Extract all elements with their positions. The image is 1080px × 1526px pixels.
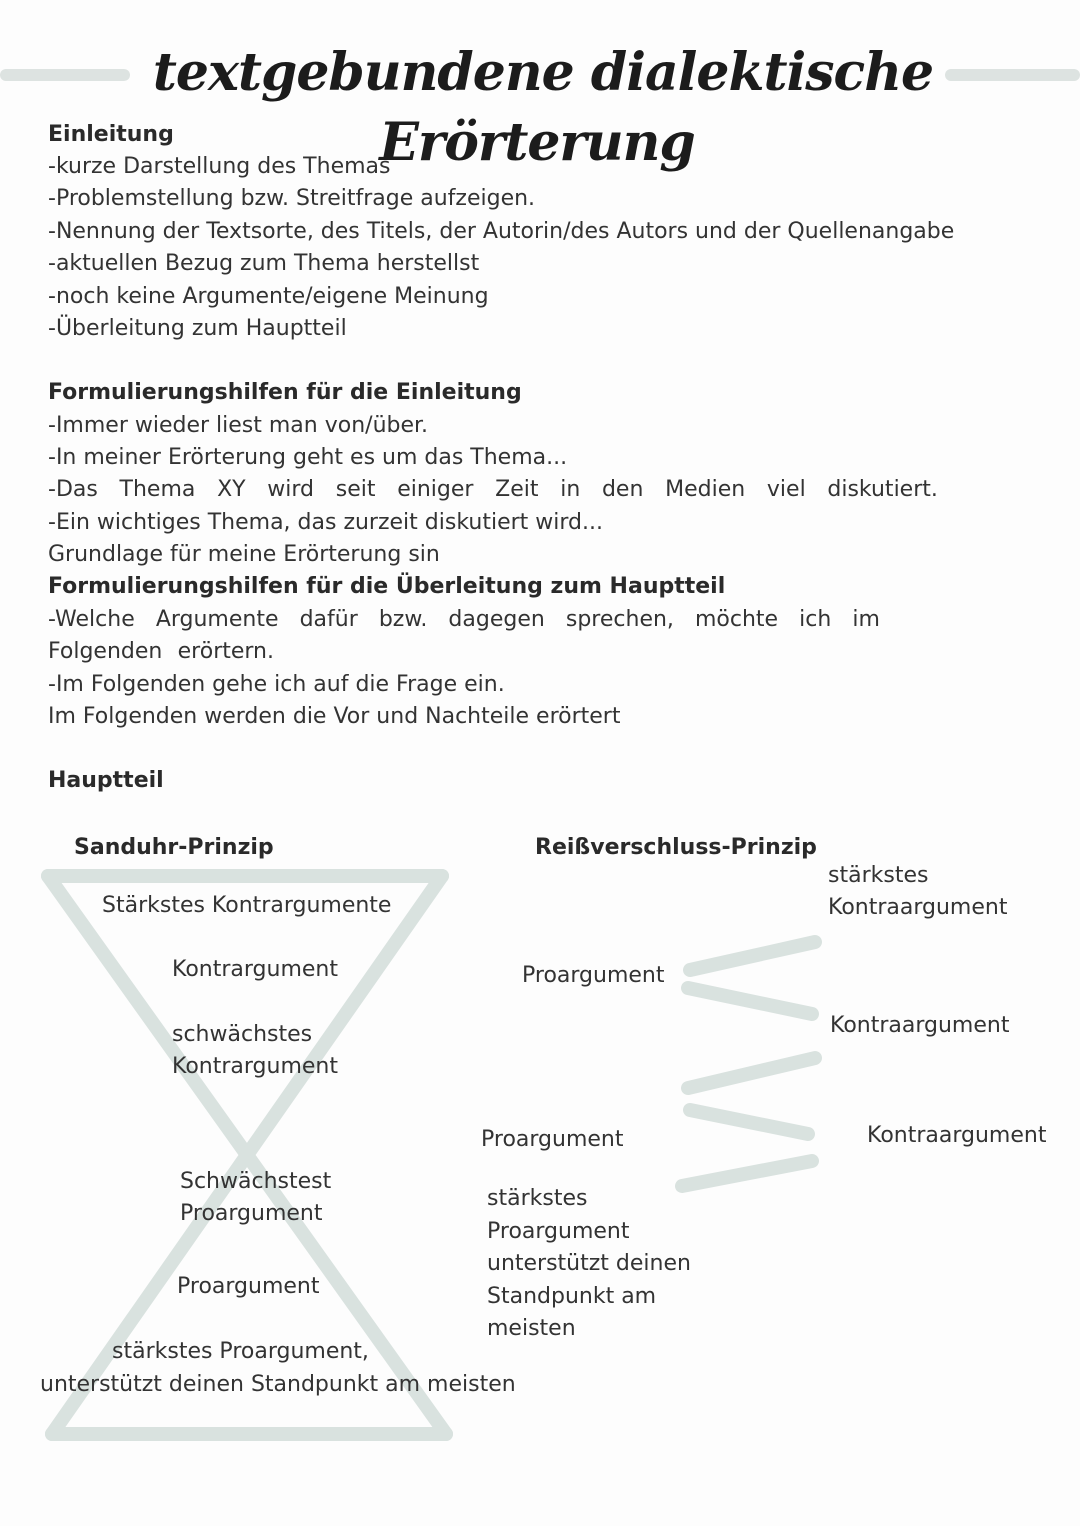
word: XY <box>217 477 246 502</box>
word: viel <box>766 477 806 502</box>
list-item: -Problemstellung bzw. Streitfrage aufzeigen. <box>48 186 536 211</box>
list-item: Im Folgenden werden die Vor und Nachteile erörtert <box>48 704 621 729</box>
sanduhr-heading: Sanduhr-Prinzip <box>74 835 274 860</box>
word: einiger <box>397 477 474 502</box>
word: Folgenden <box>48 639 163 664</box>
word: den <box>601 477 644 502</box>
zipper-label-staerkstes-pro-3: unterstützt deinen <box>487 1251 691 1276</box>
list-item: -Ein wichtiges Thema, das zurzeit diskutiert wird... <box>48 510 603 535</box>
zipper-stroke <box>690 942 815 970</box>
word: Thema <box>119 477 196 502</box>
word: möchte <box>695 607 779 632</box>
zipper-label-staerkstes-pro-2: Proargument <box>487 1219 630 1244</box>
word: in <box>560 477 581 502</box>
word: Zeit <box>495 477 539 502</box>
sanduhr-label-schwaechstes-kontra-2: Kontrargument <box>172 1054 338 1079</box>
section-heading-hauptteil: Hauptteil <box>48 768 164 793</box>
zipper-stroke <box>682 1161 812 1186</box>
word: seit <box>335 477 376 502</box>
list-item: -Immer wieder liest man von/über. <box>48 413 429 438</box>
list-item: -kurze Darstellung des Themas <box>48 154 391 179</box>
zipper-label-pro-2: Proargument <box>481 1127 624 1152</box>
page-title: textgebundene dialektische Erörterung <box>0 38 1080 178</box>
zipper-label-staerkstes-pro-5: meisten <box>487 1316 576 1341</box>
list-item: -Überleitung zum Hauptteil <box>48 316 347 341</box>
list-item: -In meiner Erörterung geht es um das Thema... <box>48 445 568 470</box>
list-item: -Nennung der Textsorte, des Titels, der Autorin/des Autors und der Quellenangabe <box>48 219 955 244</box>
sanduhr-label-staerkstes-pro-1: stärkstes Proargument, <box>112 1339 369 1364</box>
reissverschluss-heading: Reißverschluss-Prinzip <box>535 835 817 860</box>
word: -Das <box>48 477 98 502</box>
word: erörtern. <box>177 639 274 664</box>
section-heading-einleitung: Einleitung <box>48 122 174 147</box>
sanduhr-label-staerkstes-kontra: Stärkstes Kontrargumente <box>102 893 392 918</box>
zipper-stroke <box>688 1058 815 1088</box>
word: im <box>852 607 880 632</box>
word: Argumente <box>155 607 279 632</box>
zipper-label-staerkstes-kontra-2: Kontraargument <box>828 895 1008 920</box>
sanduhr-label-staerkstes-pro-2: unterstützt deinen Standpunkt am meisten <box>40 1372 516 1397</box>
zipper-label-kontra-2: Kontraargument <box>830 1013 1010 1038</box>
word: -Welche <box>48 607 135 632</box>
sanduhr-label-schwaechstes-pro-2: Proargument <box>180 1201 323 1226</box>
word: sprechen, <box>565 607 674 632</box>
word: wird <box>267 477 315 502</box>
word: dagegen <box>448 607 545 632</box>
list-item: -aktuellen Bezug zum Thema herstellst <box>48 251 480 276</box>
section-heading-formulierung-ueberleitung: Formulierungshilfen für die Überleitung zum Hauptteil <box>48 574 726 599</box>
zipper-stroke <box>690 1110 808 1134</box>
zipper-stroke <box>688 988 812 1014</box>
word: dafür <box>299 607 358 632</box>
zipper-label-kontra-3: Kontraargument <box>867 1123 1047 1148</box>
word: ich <box>799 607 832 632</box>
zipper-label-staerkstes-kontra-1: stärkstes <box>828 863 929 888</box>
word: bzw. <box>378 607 428 632</box>
word: diskutiert. <box>827 477 938 502</box>
sanduhr-label-schwaechstes-pro-1: Schwächstest <box>180 1169 332 1194</box>
zipper-label-pro-1: Proargument <box>522 963 665 988</box>
list-item: -noch keine Argumente/eigene Meinung <box>48 284 489 309</box>
sanduhr-label-pro: Proargument <box>177 1274 320 1299</box>
list-item: Grundlage für meine Erörterung sin <box>48 542 440 567</box>
zipper-label-staerkstes-pro-1: stärkstes <box>487 1186 588 1211</box>
sanduhr-label-kontra: Kontrargument <box>172 957 338 982</box>
section-heading-formulierung-einleitung: Formulierungshilfen für die Einleitung <box>48 380 522 405</box>
zipper-label-staerkstes-pro-4: Standpunkt am <box>487 1284 657 1309</box>
word: Medien <box>665 477 746 502</box>
list-item: -Im Folgenden gehe ich auf die Frage ein. <box>48 672 505 697</box>
sanduhr-label-schwaechstes-kontra-1: schwächstes <box>172 1022 313 1047</box>
